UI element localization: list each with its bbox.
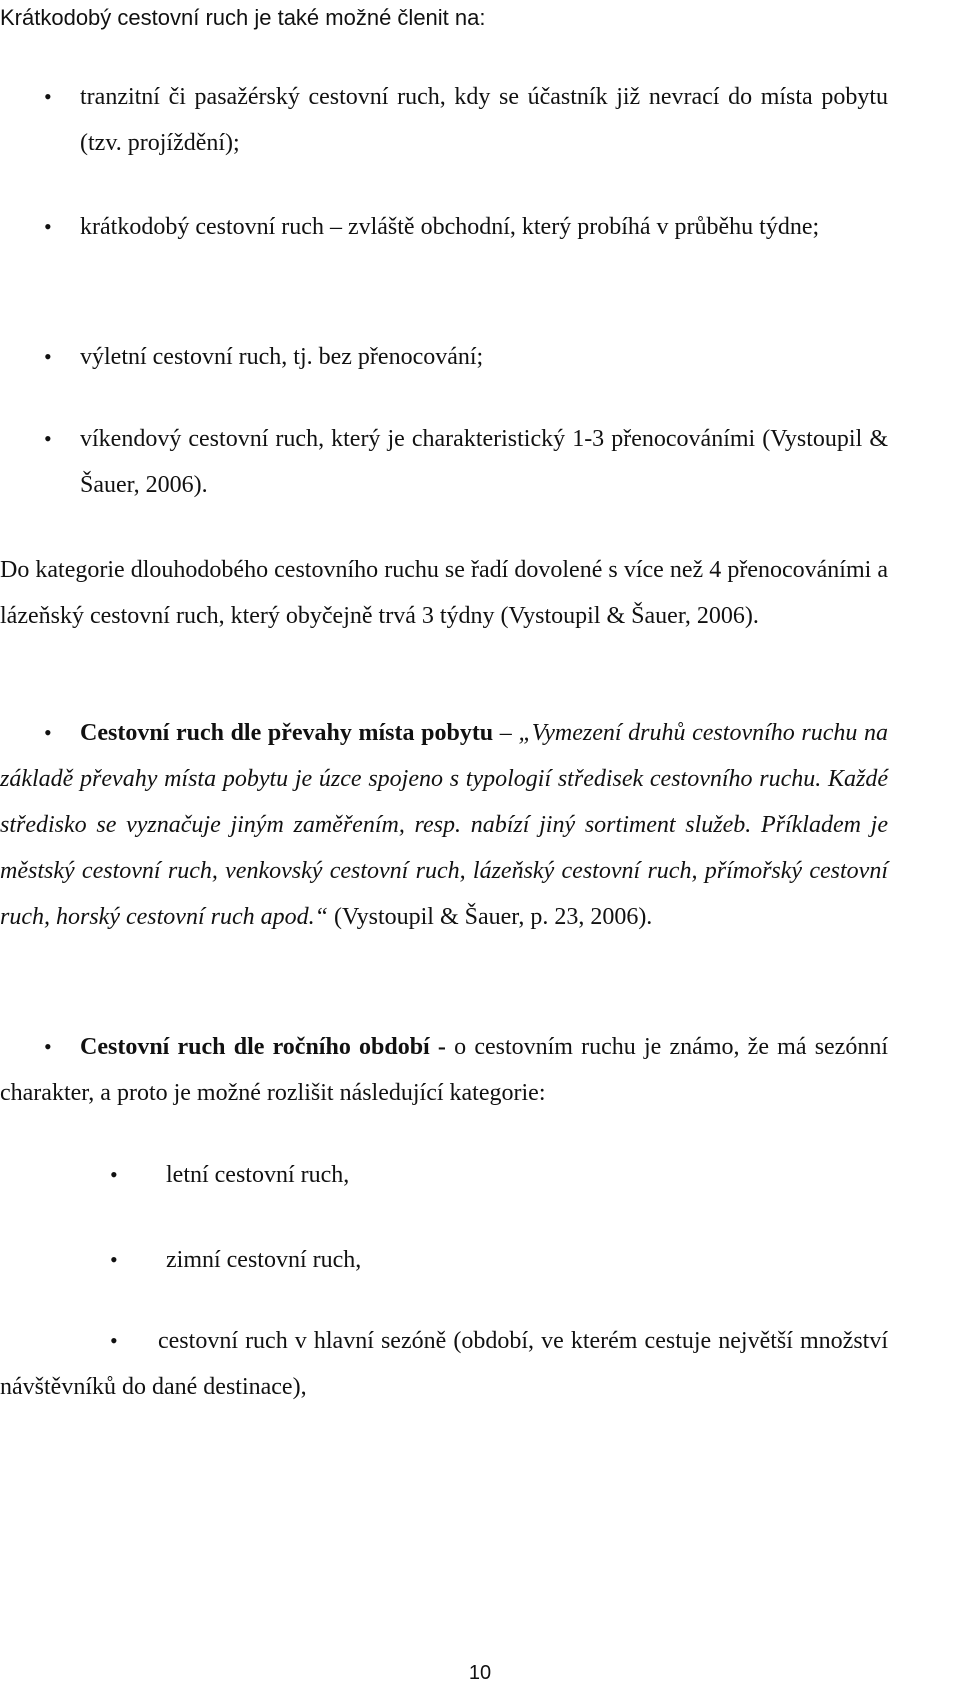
page-number: 10 xyxy=(468,1662,492,1684)
list-item: letní cestovní ruch, xyxy=(166,1162,350,1188)
bullet-icon: • xyxy=(110,1162,118,1187)
list-item: víkendový cestovní ruch, který je charakteristický 1-3 přenocováními (Vystoupil & Šauer, 2006). xyxy=(80,426,888,498)
section-season xyxy=(0,1024,888,1116)
section-season-title: Cestovní ruch dle ročního období xyxy=(80,1034,430,1060)
bullet-icon: • xyxy=(44,344,52,369)
section-season-text: o cestovním ruchu je známo, že má sezónní charakter, a proto je možné rozlišit následující kategorie: xyxy=(0,1034,889,1106)
section-residence-quote: „Vymezení druhů cestovního ruchu na základě převahy místa pobytu je úzce spojeno s typologií středisek cestovního ruchu. Každé středisko se vyznačuje jiným zaměřením, resp. nabízí jiný sortiment služeb. Příkladem je městský cestovní ruch, venkovský cestovní ruch, lázeňský cestovní ruch, přímořský cestovní ruch, horský cestovní ruch apod.“ xyxy=(0,720,889,930)
list-item: krátkodobý cestovní ruch – zvláště obchodní, který probíhá v průběhu týdne; xyxy=(80,214,820,240)
bullet-icon: • xyxy=(44,214,52,239)
bullet-icon: • xyxy=(110,1328,118,1353)
bullet-icon: • xyxy=(44,426,52,451)
bullet-icon: • xyxy=(110,1247,118,1272)
intro-heading: Krátkodobý cestovní ruch je také možné členit na: xyxy=(0,5,486,30)
title-dash: – xyxy=(493,720,519,746)
list-item: zimní cestovní ruch, xyxy=(166,1247,362,1273)
bullet-icon: • xyxy=(44,720,52,745)
section-residence xyxy=(0,710,888,940)
list-item: výletní cestovní ruch, tj. bez přenocování; xyxy=(80,344,484,370)
list-item: tranzitní či pasažérský cestovní ruch, kdy se účastník již nevrací do místa pobytu (tzv. projíždění); xyxy=(80,84,888,156)
long-term-paragraph: Do kategorie dlouhodobého cestovního ruchu se řadí dovolené s více než 4 přenocováními a lázeňský cestovní ruch, který obyčejně trvá 3 týdny (Vystoupil & Šauer, 2006). xyxy=(0,557,888,629)
list-item: cestovní ruch v hlavní sezóně (období, ve kterém cestuje největší množství návštěvníků do dané destinace), xyxy=(0,1328,888,1400)
title-separator: - xyxy=(429,1034,455,1060)
bullet-icon: • xyxy=(44,84,52,109)
section-residence-title: Cestovní ruch dle převahy místa pobytu xyxy=(80,720,494,746)
bullet-icon: • xyxy=(44,1034,52,1059)
section-residence-citation: (Vystoupil & Šauer, p. 23, 2006). xyxy=(327,904,653,930)
